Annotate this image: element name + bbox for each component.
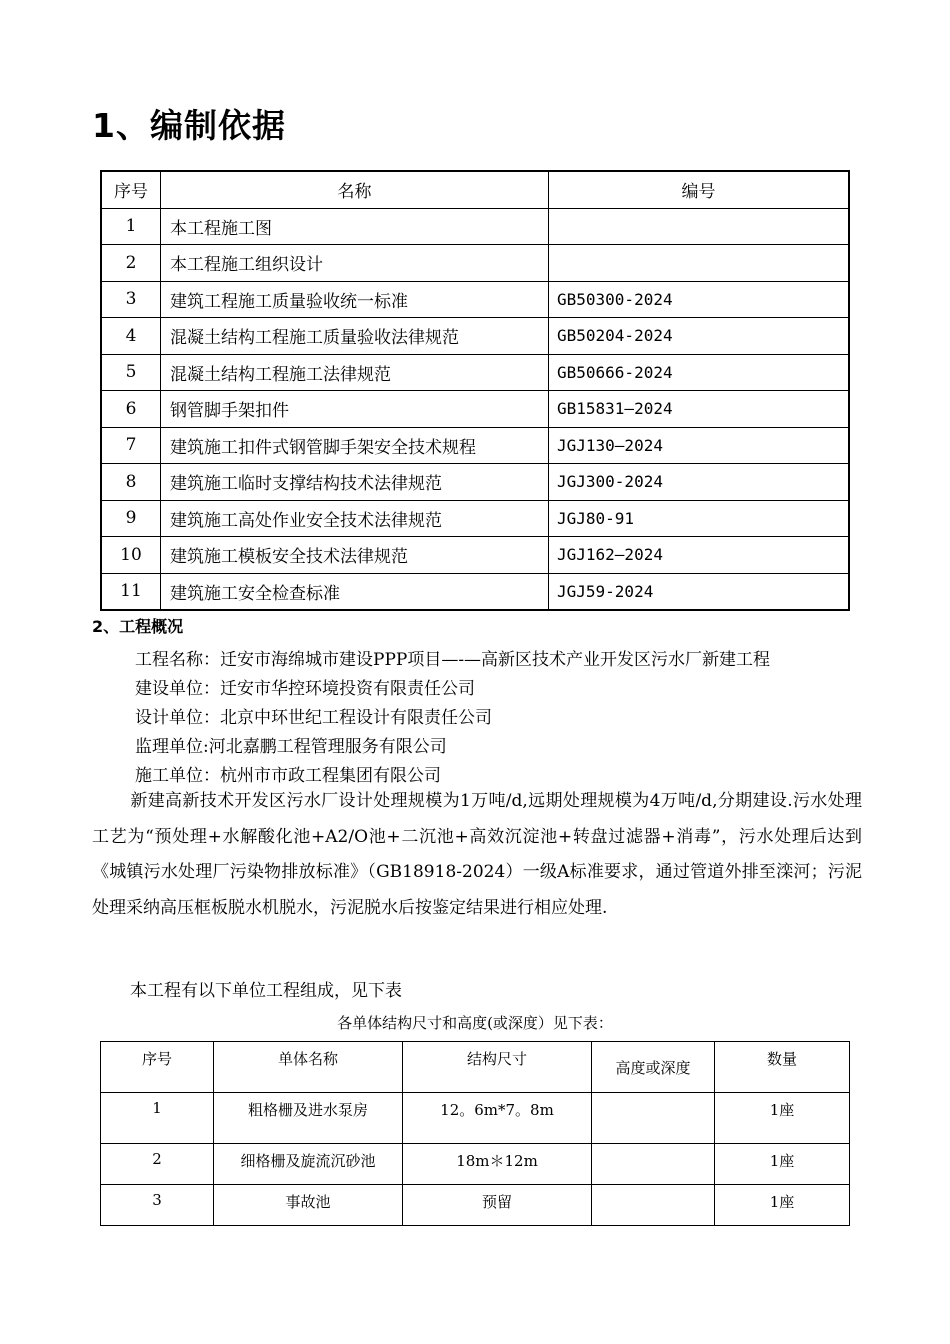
cell-size: 18m＊12m (403, 1144, 592, 1185)
cell-height (592, 1093, 715, 1144)
header-cell-no: 序号 (101, 171, 161, 208)
cell-no: 1 (101, 208, 161, 245)
table-header-row (101, 171, 849, 208)
header-cell-height: 高度或深度 (592, 1042, 715, 1093)
cell-size: 预留 (403, 1185, 592, 1226)
cell-no: 7 (101, 427, 161, 464)
cell-quantity: 1座 (715, 1185, 850, 1226)
cell-no: 4 (101, 318, 161, 355)
cell-no: 3 (101, 1185, 214, 1226)
cell-name: 混凝土结构工程施工质量验收法律规范 (161, 318, 549, 355)
cell-no: 3 (101, 281, 161, 318)
cell-no: 10 (101, 537, 161, 574)
cell-name: 本工程施工组织设计 (161, 245, 549, 282)
standards-table (100, 170, 850, 611)
cell-name: 建筑施工扣件式钢管脚手架安全技术规程 (161, 427, 549, 464)
cell-code: JGJ130—2024 (549, 427, 850, 464)
header-cell-code: 编号 (549, 171, 850, 208)
table-row (101, 391, 849, 428)
cell-height (592, 1144, 715, 1185)
cell-no: 1 (101, 1093, 214, 1144)
section-1-title: 1、编制依据 (92, 106, 286, 145)
cell-no: 11 (101, 573, 161, 610)
table-row (101, 245, 849, 282)
supervisor-line: 监理单位:河北嘉鹏工程管理服务有限公司 (135, 737, 447, 757)
cell-code: GB50204-2024 (549, 318, 850, 355)
table-row (101, 318, 849, 355)
cell-name: 建筑施工高处作业安全技术法律规范 (161, 500, 549, 537)
table-row (101, 281, 849, 318)
table-row (101, 1144, 850, 1185)
table-row (101, 1093, 850, 1144)
cell-no: 6 (101, 391, 161, 428)
table-caption: 各单体结构尺寸和高度(或深度）见下表： (337, 1014, 613, 1032)
cell-code (549, 245, 850, 282)
table-row (101, 573, 849, 610)
cell-no: 8 (101, 464, 161, 501)
cell-name: 钢管脚手架扣件 (161, 391, 549, 428)
cell-code: JGJ300-2024 (549, 464, 850, 501)
designer-line: 设计单位：北京中环世纪工程设计有限责任公司 (135, 708, 492, 728)
table-row (101, 1185, 850, 1226)
header-cell-size: 结构尺寸 (403, 1042, 592, 1093)
cell-unit-name: 事故池 (214, 1185, 403, 1226)
cell-quantity: 1座 (715, 1144, 850, 1185)
overview-paragraph-text: 新建高新技术开发区污水厂设计处理规模为1万吨/d,远期处理规模为4万吨/d,分期建设.污水处理工艺为“预处理+水解酸化池+A2/O池+二沉池+高效沉淀池+转盘过滤器+消毒”，污水处理后达到《城镇污水处理厂污染物排放标准》（GB18918-2024）一级A标准要求，通过管道外排至滦河；污泥处理采纳高压框板脱水机脱水，污泥脱水后按鉴定结果进行相应处理. (92, 791, 862, 918)
project-name-line: 工程名称：迁安市海绵城市建设PPP项目—-—高新区技术产业开发区污水厂新建工程 (135, 650, 771, 670)
table-row (101, 354, 849, 391)
cell-code: JGJ162—2024 (549, 537, 850, 574)
cell-code: JGJ80-91 (549, 500, 850, 537)
overview-paragraph (92, 784, 862, 926)
structures-table (100, 1041, 850, 1226)
components-line: 本工程有以下单位工程组成，见下表 (130, 981, 402, 1001)
header-cell-unit-name: 单体名称 (214, 1042, 403, 1093)
table-row (101, 500, 849, 537)
section-2-title: 2、工程概况 (92, 617, 184, 636)
cell-code: JGJ59-2024 (549, 573, 850, 610)
table-row (101, 208, 849, 245)
cell-code (549, 208, 850, 245)
cell-height (592, 1185, 715, 1226)
cell-no: 9 (101, 500, 161, 537)
cell-name: 建筑施工安全检查标准 (161, 573, 549, 610)
header-cell-name: 名称 (161, 171, 549, 208)
header-cell-quantity: 数量 (715, 1042, 850, 1093)
cell-unit-name: 粗格栅及进水泵房 (214, 1093, 403, 1144)
cell-name: 建筑施工模板安全技术法律规范 (161, 537, 549, 574)
cell-no: 2 (101, 1144, 214, 1185)
table-row (101, 537, 849, 574)
cell-no: 5 (101, 354, 161, 391)
contractor-line: 施工单位：杭州市市政工程集团有限公司 (135, 766, 441, 786)
cell-code: GB50666-2024 (549, 354, 850, 391)
cell-code: GB15831—2024 (549, 391, 850, 428)
cell-size: 12。6m*7。8m (403, 1093, 592, 1144)
cell-name: 混凝土结构工程施工法律规范 (161, 354, 549, 391)
table-row (101, 464, 849, 501)
cell-unit-name: 细格栅及旋流沉砂池 (214, 1144, 403, 1185)
header-cell-no: 序号 (101, 1042, 214, 1093)
cell-name: 建筑施工临时支撑结构技术法律规范 (161, 464, 549, 501)
cell-quantity: 1座 (715, 1093, 850, 1144)
table-header-row (101, 1042, 850, 1093)
cell-no: 2 (101, 245, 161, 282)
cell-code: GB50300-2024 (549, 281, 850, 318)
cell-name: 本工程施工图 (161, 208, 549, 245)
client-line: 建设单位：迁安市华控环境投资有限责任公司 (135, 679, 475, 699)
table-row (101, 427, 849, 464)
cell-name: 建筑工程施工质量验收统一标准 (161, 281, 549, 318)
